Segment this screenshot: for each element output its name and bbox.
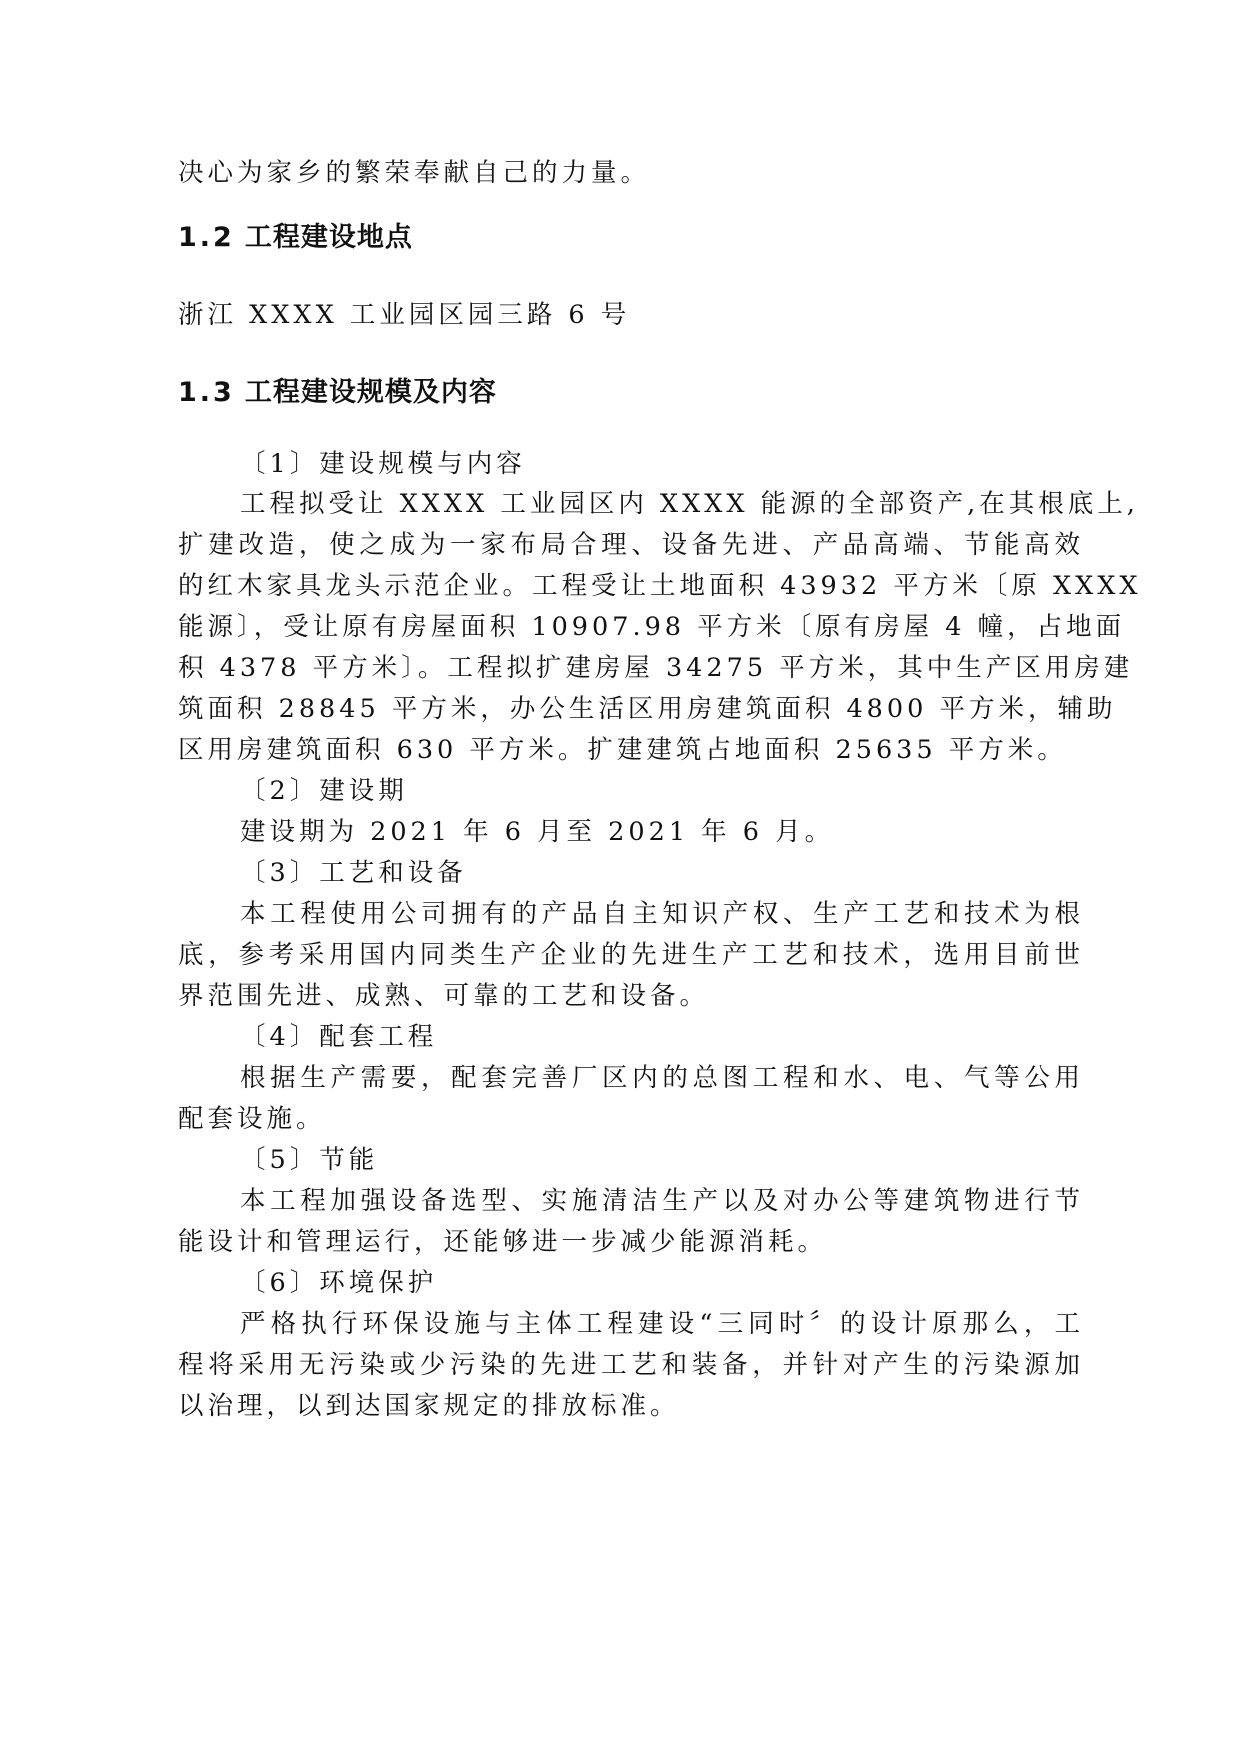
section-title: 工程建设规模及内容	[244, 377, 497, 408]
paragraph-line: 配套设施。	[178, 1104, 326, 1134]
section-number: 1.3	[178, 377, 235, 408]
paragraph-line: 建设期为 2021 年 6 月至 2021 年 6 月。	[240, 817, 835, 847]
paragraph-line: 的红木家具龙头示范企业。工程受让土地面积 43932 平方米〔原 XXXX	[178, 571, 1142, 601]
paragraph-line: 严格执行环保设施与主体工程建设“三同时〞的设计原那么，工	[240, 1309, 1084, 1339]
item-label-energy: 〔5〕节能	[240, 1145, 379, 1175]
item-label-period: 〔2〕建设期	[240, 776, 408, 806]
section-number: 1.2	[178, 222, 235, 253]
paragraph-line: 区用房建筑面积 630 平方米。扩建建筑占地面积 25635 平方米。	[178, 735, 1067, 765]
intro-line: 决心为家乡的繁荣奉献自己的力量。	[178, 158, 651, 188]
item-label-environment: 〔6〕环境保护	[240, 1268, 438, 1298]
paragraph-line: 程将采用无污染或少污染的先进工艺和装备，并针对产生的污染源加	[178, 1350, 1084, 1380]
section-title: 工程建设地点	[244, 222, 413, 253]
paragraph-line: 筑面积 28845 平方米，办公生活区用房建筑面积 4800 平方米，辅助	[178, 694, 1117, 724]
paragraph-line: 根据生产需要，配套完善厂区内的总图工程和水、电、气等公用	[240, 1063, 1084, 1093]
section-heading-1-2	[178, 218, 413, 258]
item-label-process: 〔3〕工艺和设备	[240, 858, 467, 888]
paragraph-line: 本工程使用公司拥有的产品自主知识产权、生产工艺和技术为根	[240, 899, 1084, 929]
paragraph-line: 以治理，以到达国家规定的排放标准。	[178, 1391, 680, 1421]
paragraph-line: 本工程加强设备选型、实施清洁生产以及对办公等建筑物进行节	[240, 1186, 1084, 1216]
paragraph-line: 工程拟受让 XXXX 工业园区内 XXXX 能源的全部资产,在其根底上,	[240, 489, 1139, 519]
paragraph-line: 底，参考采用国内同类生产企业的先进生产工艺和技术，选用目前世	[178, 940, 1084, 970]
item-label-supporting: 〔4〕配套工程	[240, 1022, 438, 1052]
section-heading-1-3	[178, 373, 497, 413]
paragraph-line: 能设计和管理运行，还能够进一步减少能源消耗。	[178, 1227, 828, 1257]
item-label-scale: 〔1〕建设规模与内容	[240, 449, 526, 479]
project-address: 浙江 XXXX 工业园区园三路 6 号	[178, 300, 631, 330]
paragraph-line: 扩建改造，使之成为一家布局合理、设备先进、产品高端、节能高效	[178, 530, 1084, 560]
paragraph-line: 界范围先进、成熟、可靠的工艺和设备。	[178, 981, 710, 1011]
paragraph-line: 能源〕，受让原有房屋面积 10907.98 平方米〔原有房屋 4 幢，占地面	[178, 612, 1126, 642]
paragraph-line: 积 4378 平方米〕。工程拟扩建房屋 34275 平方米，其中生产区用房建	[178, 653, 1134, 683]
